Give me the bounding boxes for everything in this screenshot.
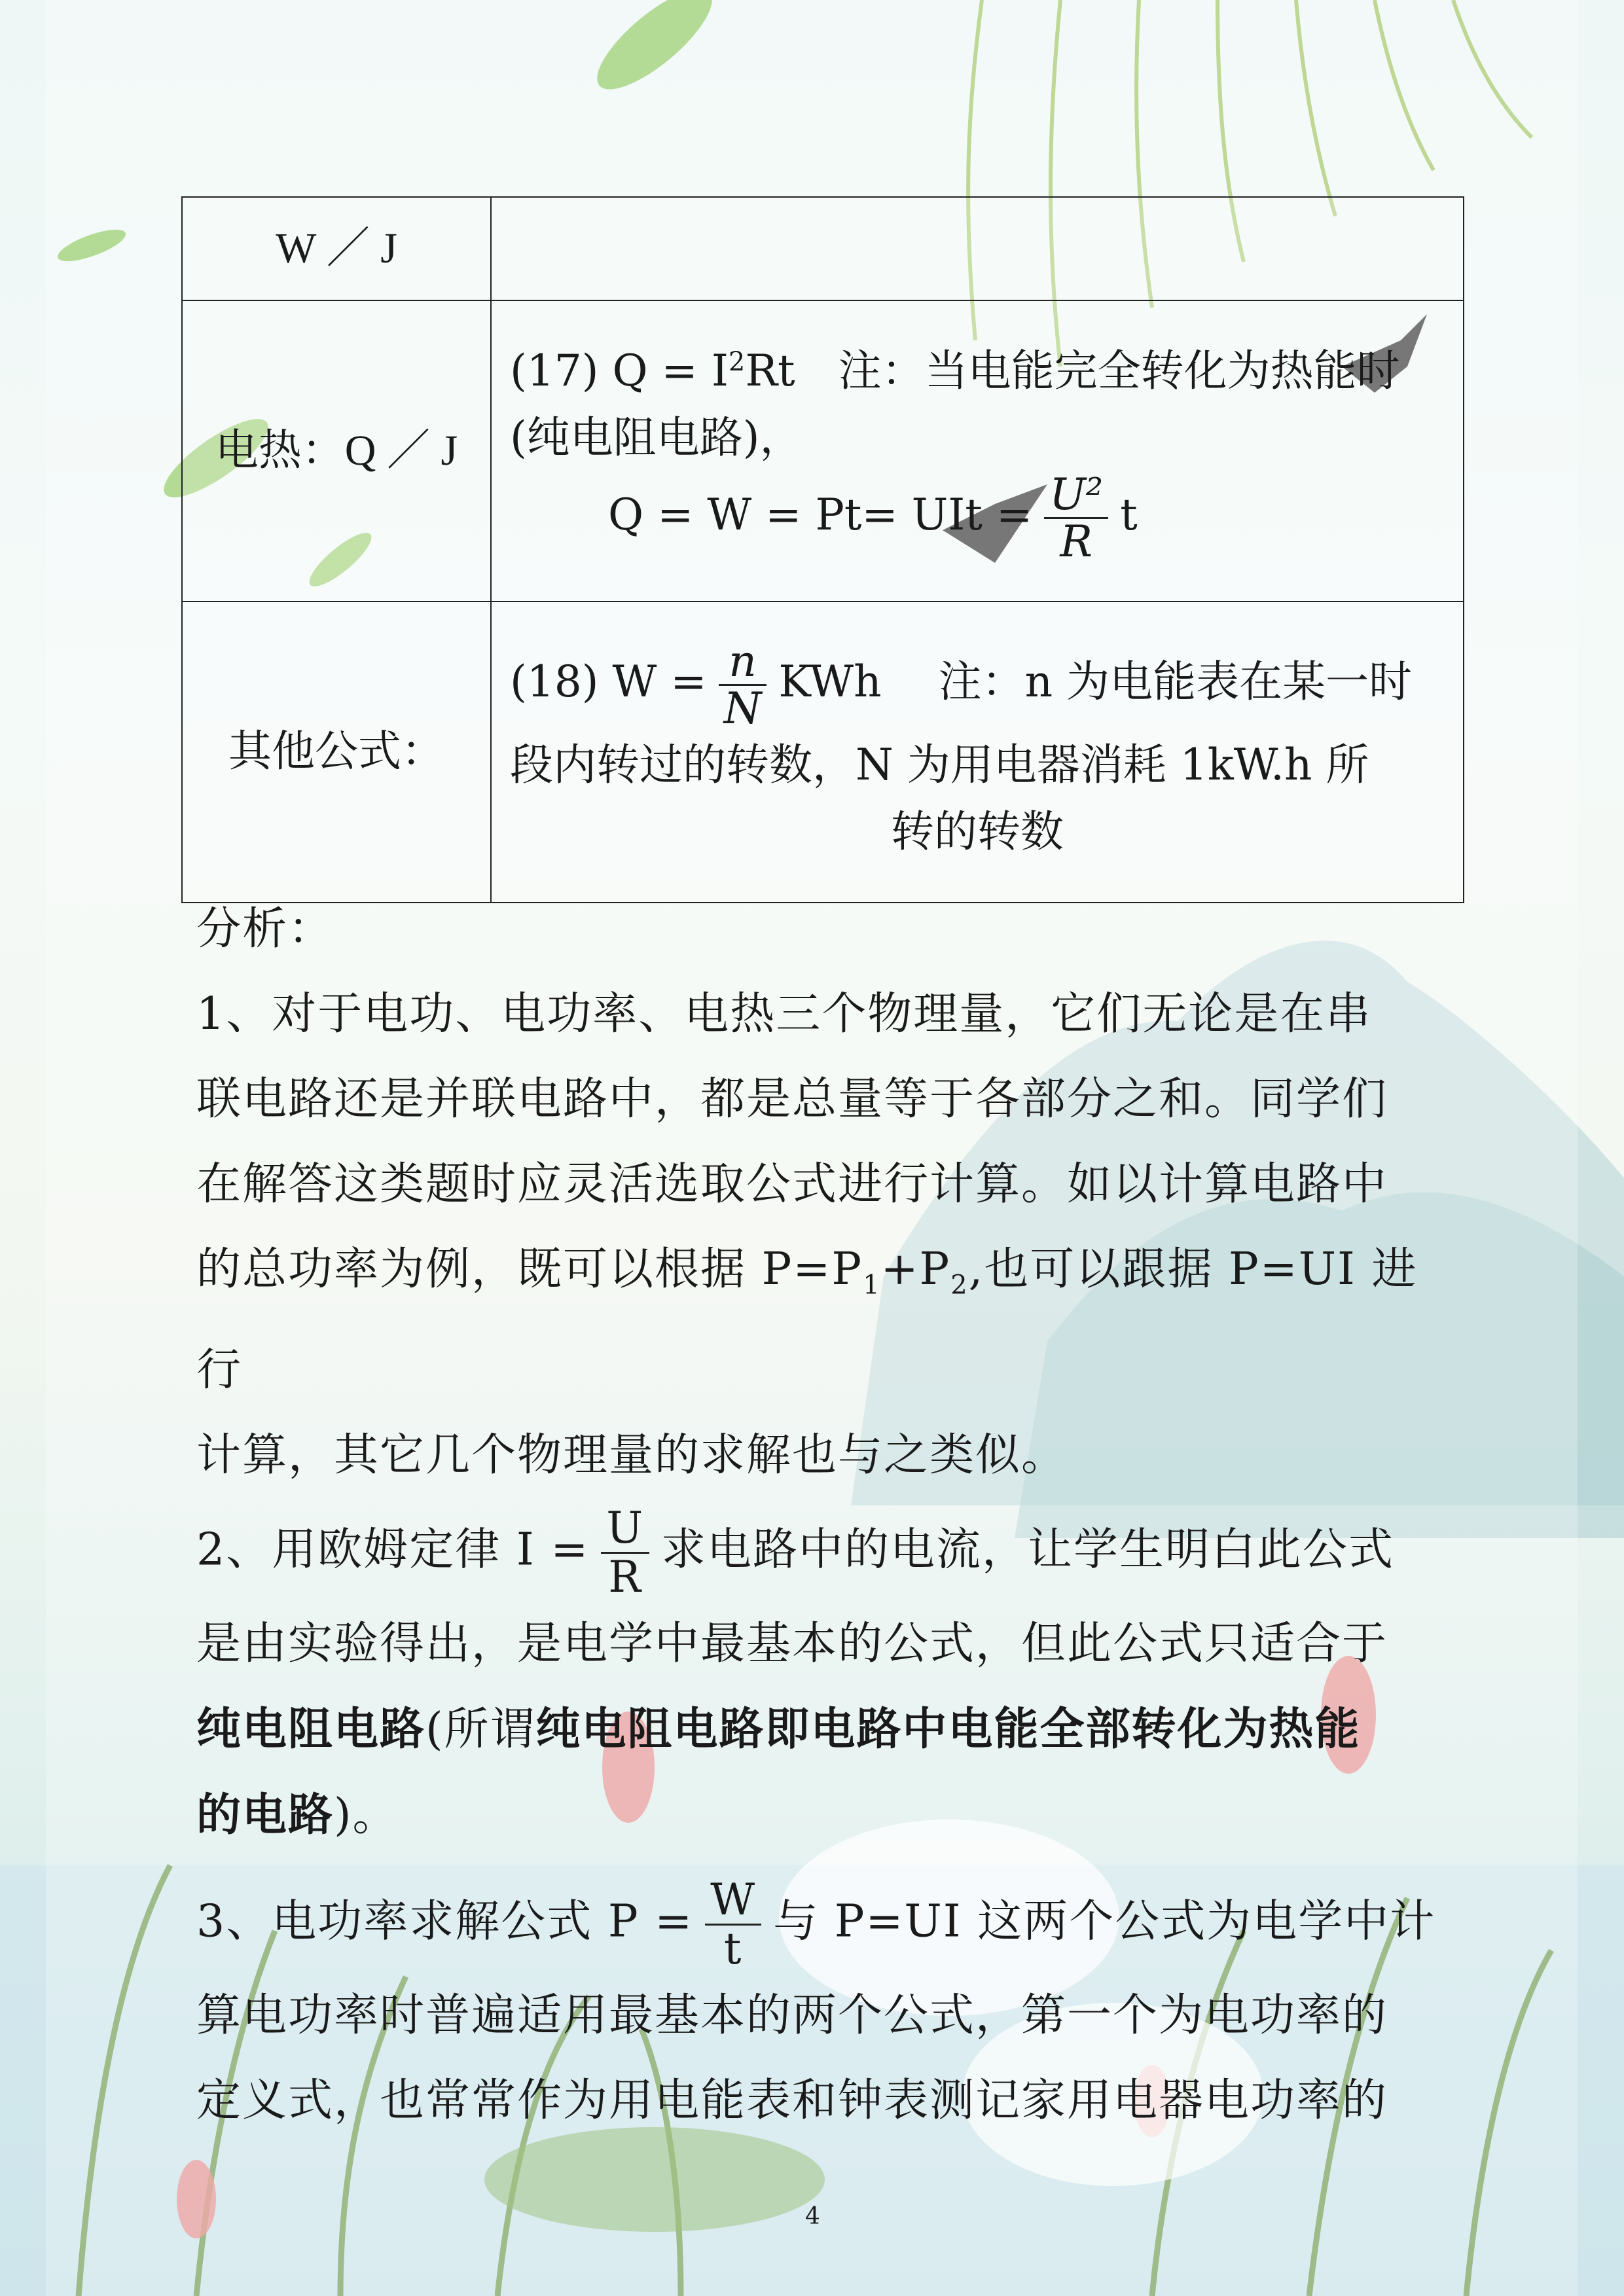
formula-line: (17) $Q = I^2Rt$ 注：当电能完全转化为热能时 xyxy=(510,345,1400,396)
formula-table xyxy=(181,196,1464,903)
paragraph-2-line: 纯电阻电路(所谓纯电阻电路即电路中电能全部转化为热能 xyxy=(196,1702,1361,1755)
paragraph-1-line: 在解答这类题时应灵活选取公式进行计算。如以计算电路中 xyxy=(196,1158,1388,1210)
row-content xyxy=(491,197,1464,300)
row-label: 电热：Q ／ J xyxy=(182,300,491,601)
paragraph-1-line: 联电路还是并联电路中，都是总量等于各部分之和。同学们 xyxy=(196,1073,1388,1125)
fraction: $\frac{W}{t}$ xyxy=(705,1876,761,1973)
paragraph-2-line: 的电路)。 xyxy=(196,1788,399,1841)
fraction: $\frac{n}{N}$ xyxy=(719,639,767,732)
analysis-section xyxy=(196,887,1450,2144)
table-row xyxy=(182,197,1464,300)
formula-line: 段内转过的转数，N 为用电器消耗 1kW.h 所 xyxy=(510,739,1369,790)
fraction: $\frac{U}{R}$ xyxy=(601,1505,649,1602)
row-label: W ／ J xyxy=(182,197,491,300)
paragraph-2-line: 是由实验得出，是电学中最基本的公式，但此公式只适合于 xyxy=(196,1617,1388,1670)
paragraph-3-line: 算电功率时普遍适用最基本的两个公式，第一个为电功率的 xyxy=(196,1989,1388,2041)
row-label: 其他公式： xyxy=(182,601,491,903)
formula-line: (18) W = $\frac{n}{N}$ KWh 注：n 为电能表在某一时 xyxy=(510,636,1413,734)
row-content xyxy=(491,601,1464,903)
paragraph-3-line: 定义式，也常常作为用电能表和钟表测记家用电器电功率的 xyxy=(196,2074,1388,2126)
fraction: $\frac{\text{U²}}{R}$ xyxy=(1044,472,1108,565)
page-number: 4 xyxy=(805,2203,820,2230)
paragraph-1-line: 计算，其它几个物理量的求解也与之类似。 xyxy=(196,1429,1068,1481)
table-row xyxy=(182,601,1464,903)
formula-line: (纯电阻电路)， xyxy=(510,412,803,463)
paragraph-3-line: 3、电功率求解公式 P = $\frac{W}{t}$ 与 P=UI 这两个公式为电学中计 xyxy=(196,1874,1436,1975)
paragraph-1-line: 的总功率为例，既可以根据 $P=P_1+P_2$,也可以跟据 P=UI 进行 xyxy=(196,1244,1418,1396)
paragraph-1-line: 1、对于电功、电功率、电热三个物理量，它们无论是在串 xyxy=(196,988,1372,1040)
table-row xyxy=(182,300,1464,601)
formula-line: Q = W = Pt= UIt = $\frac{\text{U²}}{R}$ t xyxy=(608,469,1138,567)
formula-line: 转的转数 xyxy=(891,806,1064,857)
analysis-heading: 分析： xyxy=(196,903,334,955)
row-content xyxy=(491,300,1464,601)
paragraph-2-line: 2、用欧姆定律 I = $\frac{U}{R}$ 求电路中的电流，让学生明白此公式 xyxy=(196,1502,1394,1603)
